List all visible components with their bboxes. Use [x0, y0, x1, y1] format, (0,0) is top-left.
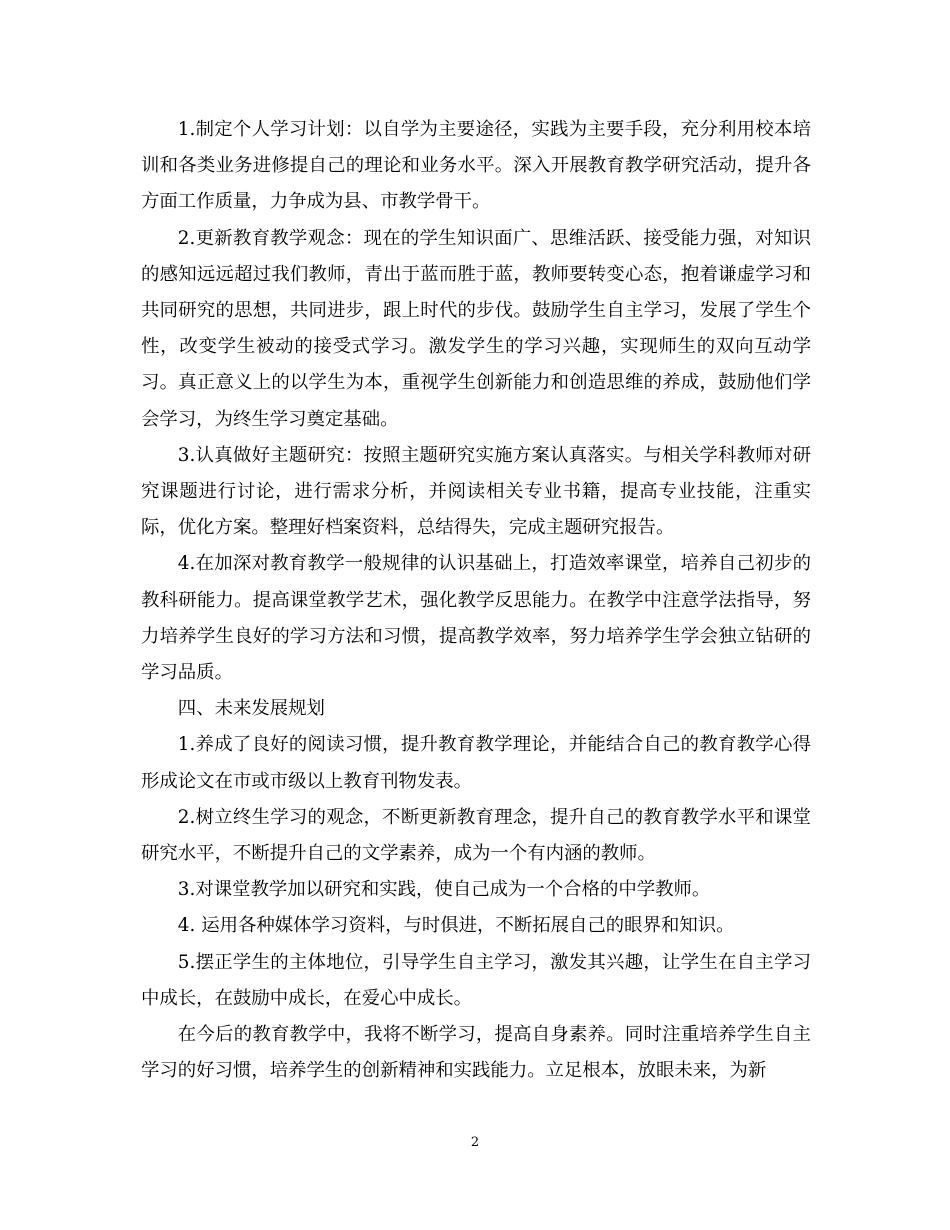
paragraph-student-subject: 5.摆正学生的主体地位，引导学生自主学习，激发其兴趣，让学生在自主学习中成长，在鼓励中成长，在爱心中成长。	[141, 951, 811, 1009]
document-body	[141, 112, 811, 1089]
paragraph-efficiency: 4.在加深对教育教学一般规律的认识基础上，打造效率课堂，培养自己初步的教科研能力。提高课堂教学艺术，强化教学反思能力。在教学中注意学法指导，努力培养学生良好的学习方法和习惯，提高教学效率，努力培养学生学会独立钻研的学习品质。	[141, 553, 811, 684]
page-number: 2	[470, 1135, 480, 1150]
paragraph-lifelong-learning: 2.树立终生学习的观念，不断更新教育理念，提升自己的教育教学水平和课堂研究水平，不断提升自己的文学素养，成为一个有内涵的教师。	[141, 806, 811, 865]
paragraph-classroom-research: 3.对课堂教学加以研究和实践，使自己成为一个合格的中学教师。	[177, 879, 711, 901]
paragraph-plan: 1.制定个人学习计划：以自学为主要途径，实践为主要手段，充分利用校本培训和各类业务进修提自己的理论和业务水平。深入开展教育教学研究活动，提升各方面工作质量，力争成为县、市教学骨干。	[141, 119, 811, 213]
paragraph-research: 3.认真做好主题研究：按照主题研究实施方案认真落实。与相关学科教师对研究课题进行讨论，进行需求分析，并阅读相关专业书籍，提高专业技能，注重实际，优化方案。整理好档案资料，总结得失，完成主题研究报告。	[141, 444, 811, 539]
section-heading-future-plan: 四、未来发展规划	[177, 698, 325, 720]
paragraph-conclusion: 在今后的教育教学中，我将不断学习，提高自身素养。同时注重培养学生自主学习的好习惯，培养学生的创新精神和实践能力。立足根本，放眼未来，为新	[141, 1024, 811, 1082]
paragraph-media: 4. 运用各种媒体学习资料，与时俱进，不断拓展自己的眼界和知识。	[177, 915, 735, 937]
paragraph-concept: 2.更新教育教学观念：现在的学生知识面广、思维活跃、接受能力强，对知识的感知远远超过我们教师，青出于蓝而胜于蓝，教师要转变心态，抱着谦虚学习和共同研究的思想，共同进步，跟上时代的步伐。鼓励学生自主学习，发展了学生个性，改变学生被动的接受式学习。激发学生的学习兴趣，实现师生的双向互动学习。真正意义上的以学生为本，重视学生创新能力和创造思维的养成，鼓励他们学会学习，为终生学习奠定基础。	[141, 227, 811, 430]
paragraph-reading: 1.养成了良好的阅读习惯，提升教育教学理论，并能结合自己的教育教学心得形成论文在市或市级以上教育刊物发表。	[141, 734, 811, 792]
